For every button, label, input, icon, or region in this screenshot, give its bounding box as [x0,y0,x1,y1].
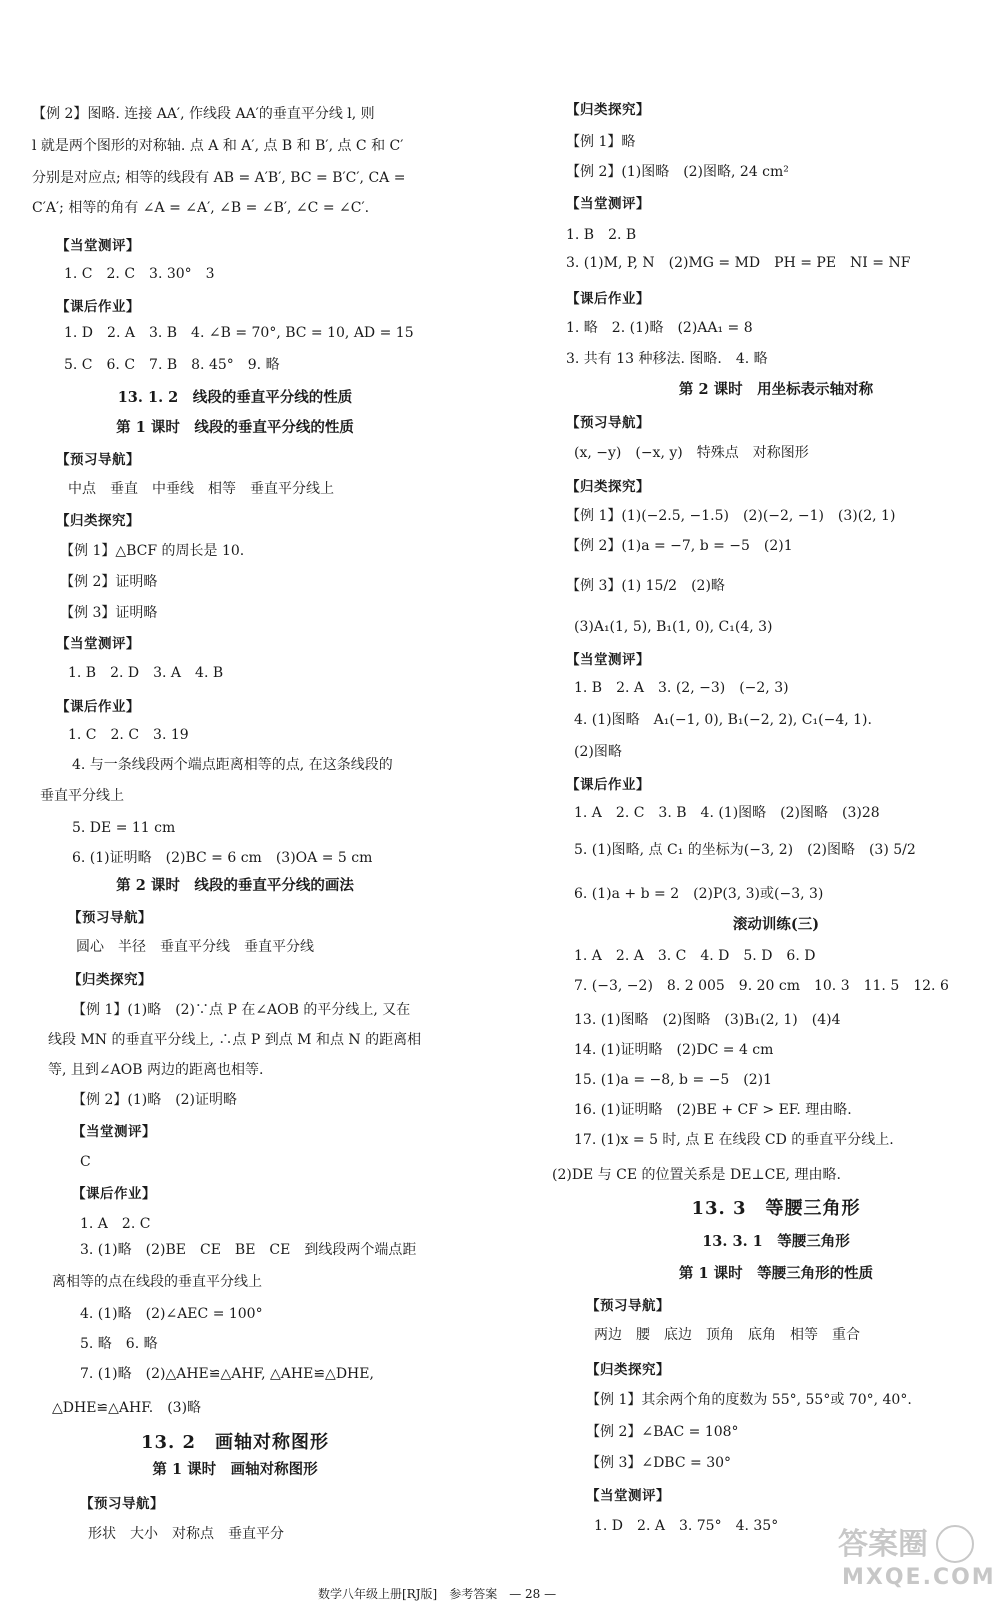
section-heading: 【预习导航】 [566,415,650,431]
answer-line: 【例 3】∠DBC = 30° [586,1455,732,1471]
answer-line: 垂直平分线上 [40,788,124,804]
answer-line: 离相等的点在线段的垂直平分线上 [52,1274,262,1290]
answer-line: 【例 1】其余两个角的度数为 55°, 55°或 70°, 40°. [586,1392,912,1408]
answer-line: 6. (1)证明略 (2)BC = 6 cm (3)OA = 5 cm [72,850,373,866]
answer-line: 4. (1)略 (2)∠AEC = 100° [80,1306,263,1322]
answer-line: C [80,1154,91,1170]
answer-line: 1. A 2. C 3. B 4. (1)图略 (2)图略 (3)28 [574,805,880,821]
section-heading: 【课后作业】 [566,291,650,307]
answer-line: 【例 2】(1)图略 (2)图略, 24 cm² [566,164,789,180]
section-title: 第 2 课时 线段的垂直平分线的画法 [116,877,354,894]
answer-line: 7. (−3, −2) 8. 2 005 9. 20 cm 10. 3 11. 5 12. 6 [574,978,949,994]
answer-line: 15. (1)a = −8, b = −5 (2)1 [574,1072,773,1088]
section-heading: 【归类探究】 [566,102,650,118]
section-title: 13. 1. 2 线段的垂直平分线的性质 [117,389,353,406]
section-title: 13. 2 画轴对称图形 [140,1432,330,1453]
answer-line: C′A′; 相等的角有 ∠A = ∠A′, ∠B = ∠B′, ∠C = ∠C′. [32,200,370,216]
answer-line: 3. 共有 13 种移法. 图略. 4. 略 [566,351,768,367]
answer-line: 【例 2】图略. 连接 AA′, 作线段 AA′的垂直平分线 l, 则 [32,106,375,122]
section-heading: 【当堂测评】 [56,636,140,652]
answer-line: 中点 垂直 中垂线 相等 垂直平分线上 [68,481,334,497]
section-heading: 【当堂测评】 [72,1124,156,1140]
answer-line: 等, 且到∠AOB 两边的距离也相等. [48,1062,264,1078]
answer-line: 1. A 2. C [80,1216,151,1232]
section-heading: 【预习导航】 [586,1298,670,1314]
answer-line: 【例 2】(1)a = −7, b = −5 (2)1 [566,538,793,554]
answer-line: 【例 1】(1)(−2.5, −1.5) (2)(−2, −1) (3)(2, 1) [566,508,896,524]
section-heading: 【当堂测评】 [566,652,650,668]
section-title: 第 1 课时 线段的垂直平分线的性质 [116,419,354,436]
section-heading: 【课后作业】 [566,777,650,793]
answer-line: 1. 略 2. (1)略 (2)AA₁ = 8 [566,320,753,336]
section-heading: 【课后作业】 [56,299,140,315]
answer-line: 6. (1)a + b = 2 (2)P(3, 3)或(−3, 3) [574,886,824,902]
answer-line: 13. (1)图略 (2)图略 (3)B₁(2, 1) (4)4 [574,1012,841,1028]
answer-line: 【例 1】略 [566,134,636,150]
answer-line: l 就是两个图形的对称轴. 点 A 和 A′, 点 B 和 B′, 点 C 和 C′ [32,138,404,154]
answer-line: 3. (1)M, P, N (2)MG = MD PH = PE NI = NF [566,255,911,271]
answer-line: 线段 MN 的垂直平分线上, ∴点 P 到点 M 和点 N 的距离相 [48,1032,422,1048]
answer-line: 5. C 6. C 7. B 8. 45° 9. 略 [64,357,280,373]
section-heading: 【归类探究】 [56,513,140,529]
answer-line: 两边 腰 底边 顶角 底角 相等 重合 [594,1327,860,1343]
answer-line: 1. B 2. A 3. (2, −3) (−2, 3) [574,680,789,696]
answer-line: 1. C 2. C 3. 30° 3 [64,266,215,282]
answer-line: 5. 略 6. 略 [80,1336,158,1352]
answer-line: 圆心 半径 垂直平分线 垂直平分线 [76,939,314,955]
answer-line: 5. DE = 11 cm [72,820,176,836]
answer-line: 形状 大小 对称点 垂直平分 [88,1526,284,1542]
answer-line: 【例 2】(1)略 (2)证明略 [72,1092,238,1108]
answer-line: 4. 与一条线段两个端点距离相等的点, 在这条线段的 [72,757,393,773]
section-heading: 【当堂测评】 [586,1488,670,1504]
section-title: 第 1 课时 等腰三角形的性质 [678,1265,874,1282]
section-heading: 【归类探究】 [586,1362,670,1378]
answer-line: 1. D 2. A 3. B 4. ∠B = 70°, BC = 10, AD = 15 [64,325,414,341]
section-heading: 【课后作业】 [72,1186,156,1202]
section-heading: 【归类探究】 [68,972,152,988]
watermark-logo [830,1520,996,1590]
section-title: 13. 3 等腰三角形 [691,1198,861,1219]
answer-line: 1. C 2. C 3. 19 [68,727,189,743]
answer-line: 【例 3】证明略 [60,605,158,621]
answer-line: 分别是对应点; 相等的线段有 AB = A′B′, BC = B′C′, CA = [32,170,406,186]
page-footer: 数学八年级上册[RJ版] 参考答案 — 28 — [318,1587,557,1601]
answer-line: 【例 2】∠BAC = 108° [586,1424,739,1440]
answer-line: 7. (1)略 (2)△AHE≌△AHF, △AHE≌△DHE, [80,1366,374,1382]
answer-line: 1. D 2. A 3. 75° 4. 35° [594,1518,779,1534]
answer-line: 1. B 2. D 3. A 4. B [68,665,224,681]
answer-line: △DHE≌△AHF. (3)略 [52,1400,202,1416]
watermark-text-bottom: MXQE.COM [842,1565,996,1590]
section-title: 第 1 课时 画轴对称图形 [152,1461,318,1478]
answer-line: (x, −y) (−x, y) 特殊点 对称图形 [574,445,809,461]
answer-line: 1. B 2. B [566,227,637,243]
section-heading: 【预习导航】 [68,910,152,926]
section-title: 13. 3. 1 等腰三角形 [702,1233,850,1250]
answer-line: (2)图略 [574,744,622,760]
section-heading: 【预习导航】 [56,452,140,468]
answer-line: 14. (1)证明略 (2)DC = 4 cm [574,1042,774,1058]
answer-line: 1. A 2. A 3. C 4. D 5. D 6. D [574,948,816,964]
answer-line: 16. (1)证明略 (2)BE + CF > EF. 理由略. [574,1102,852,1118]
section-title: 第 2 课时 用坐标表示轴对称 [678,381,874,398]
answer-line: 【例 3】(1) 15/2 (2)略 [566,578,725,594]
section-heading: 【预习导航】 [80,1496,164,1512]
answer-line: 4. (1)图略 A₁(−1, 0), B₁(−2, 2), C₁(−4, 1). [574,712,872,728]
answer-line: 【例 2】证明略 [60,574,158,590]
section-heading: 【当堂测评】 [566,196,650,212]
section-heading: 【当堂测评】 [56,238,140,254]
answer-line: 【例 1】△BCF 的周长是 10. [60,543,245,559]
answer-line: (3)A₁(1, 5), B₁(1, 0), C₁(4, 3) [574,619,773,635]
answer-line: 5. (1)图略, 点 C₁ 的坐标为(−3, 2) (2)图略 (3) 5/2 [574,842,916,858]
answer-line: 17. (1)x = 5 时, 点 E 在线段 CD 的垂直平分线上. [574,1132,894,1148]
section-heading: 【课后作业】 [56,699,140,715]
answer-line: (2)DE 与 CE 的位置关系是 DE⊥CE, 理由略. [552,1167,841,1183]
watermark-text-top: 答案圈 [838,1527,928,1562]
answer-line: 3. (1)略 (2)BE CE BE CE 到线段两个端点距 [80,1242,417,1258]
section-heading: 【归类探究】 [566,479,650,495]
answer-line: 【例 1】(1)略 (2)∵点 P 在∠AOB 的平分线上, 又在 [72,1002,411,1018]
section-title: 滚动训练(三) [732,916,820,933]
